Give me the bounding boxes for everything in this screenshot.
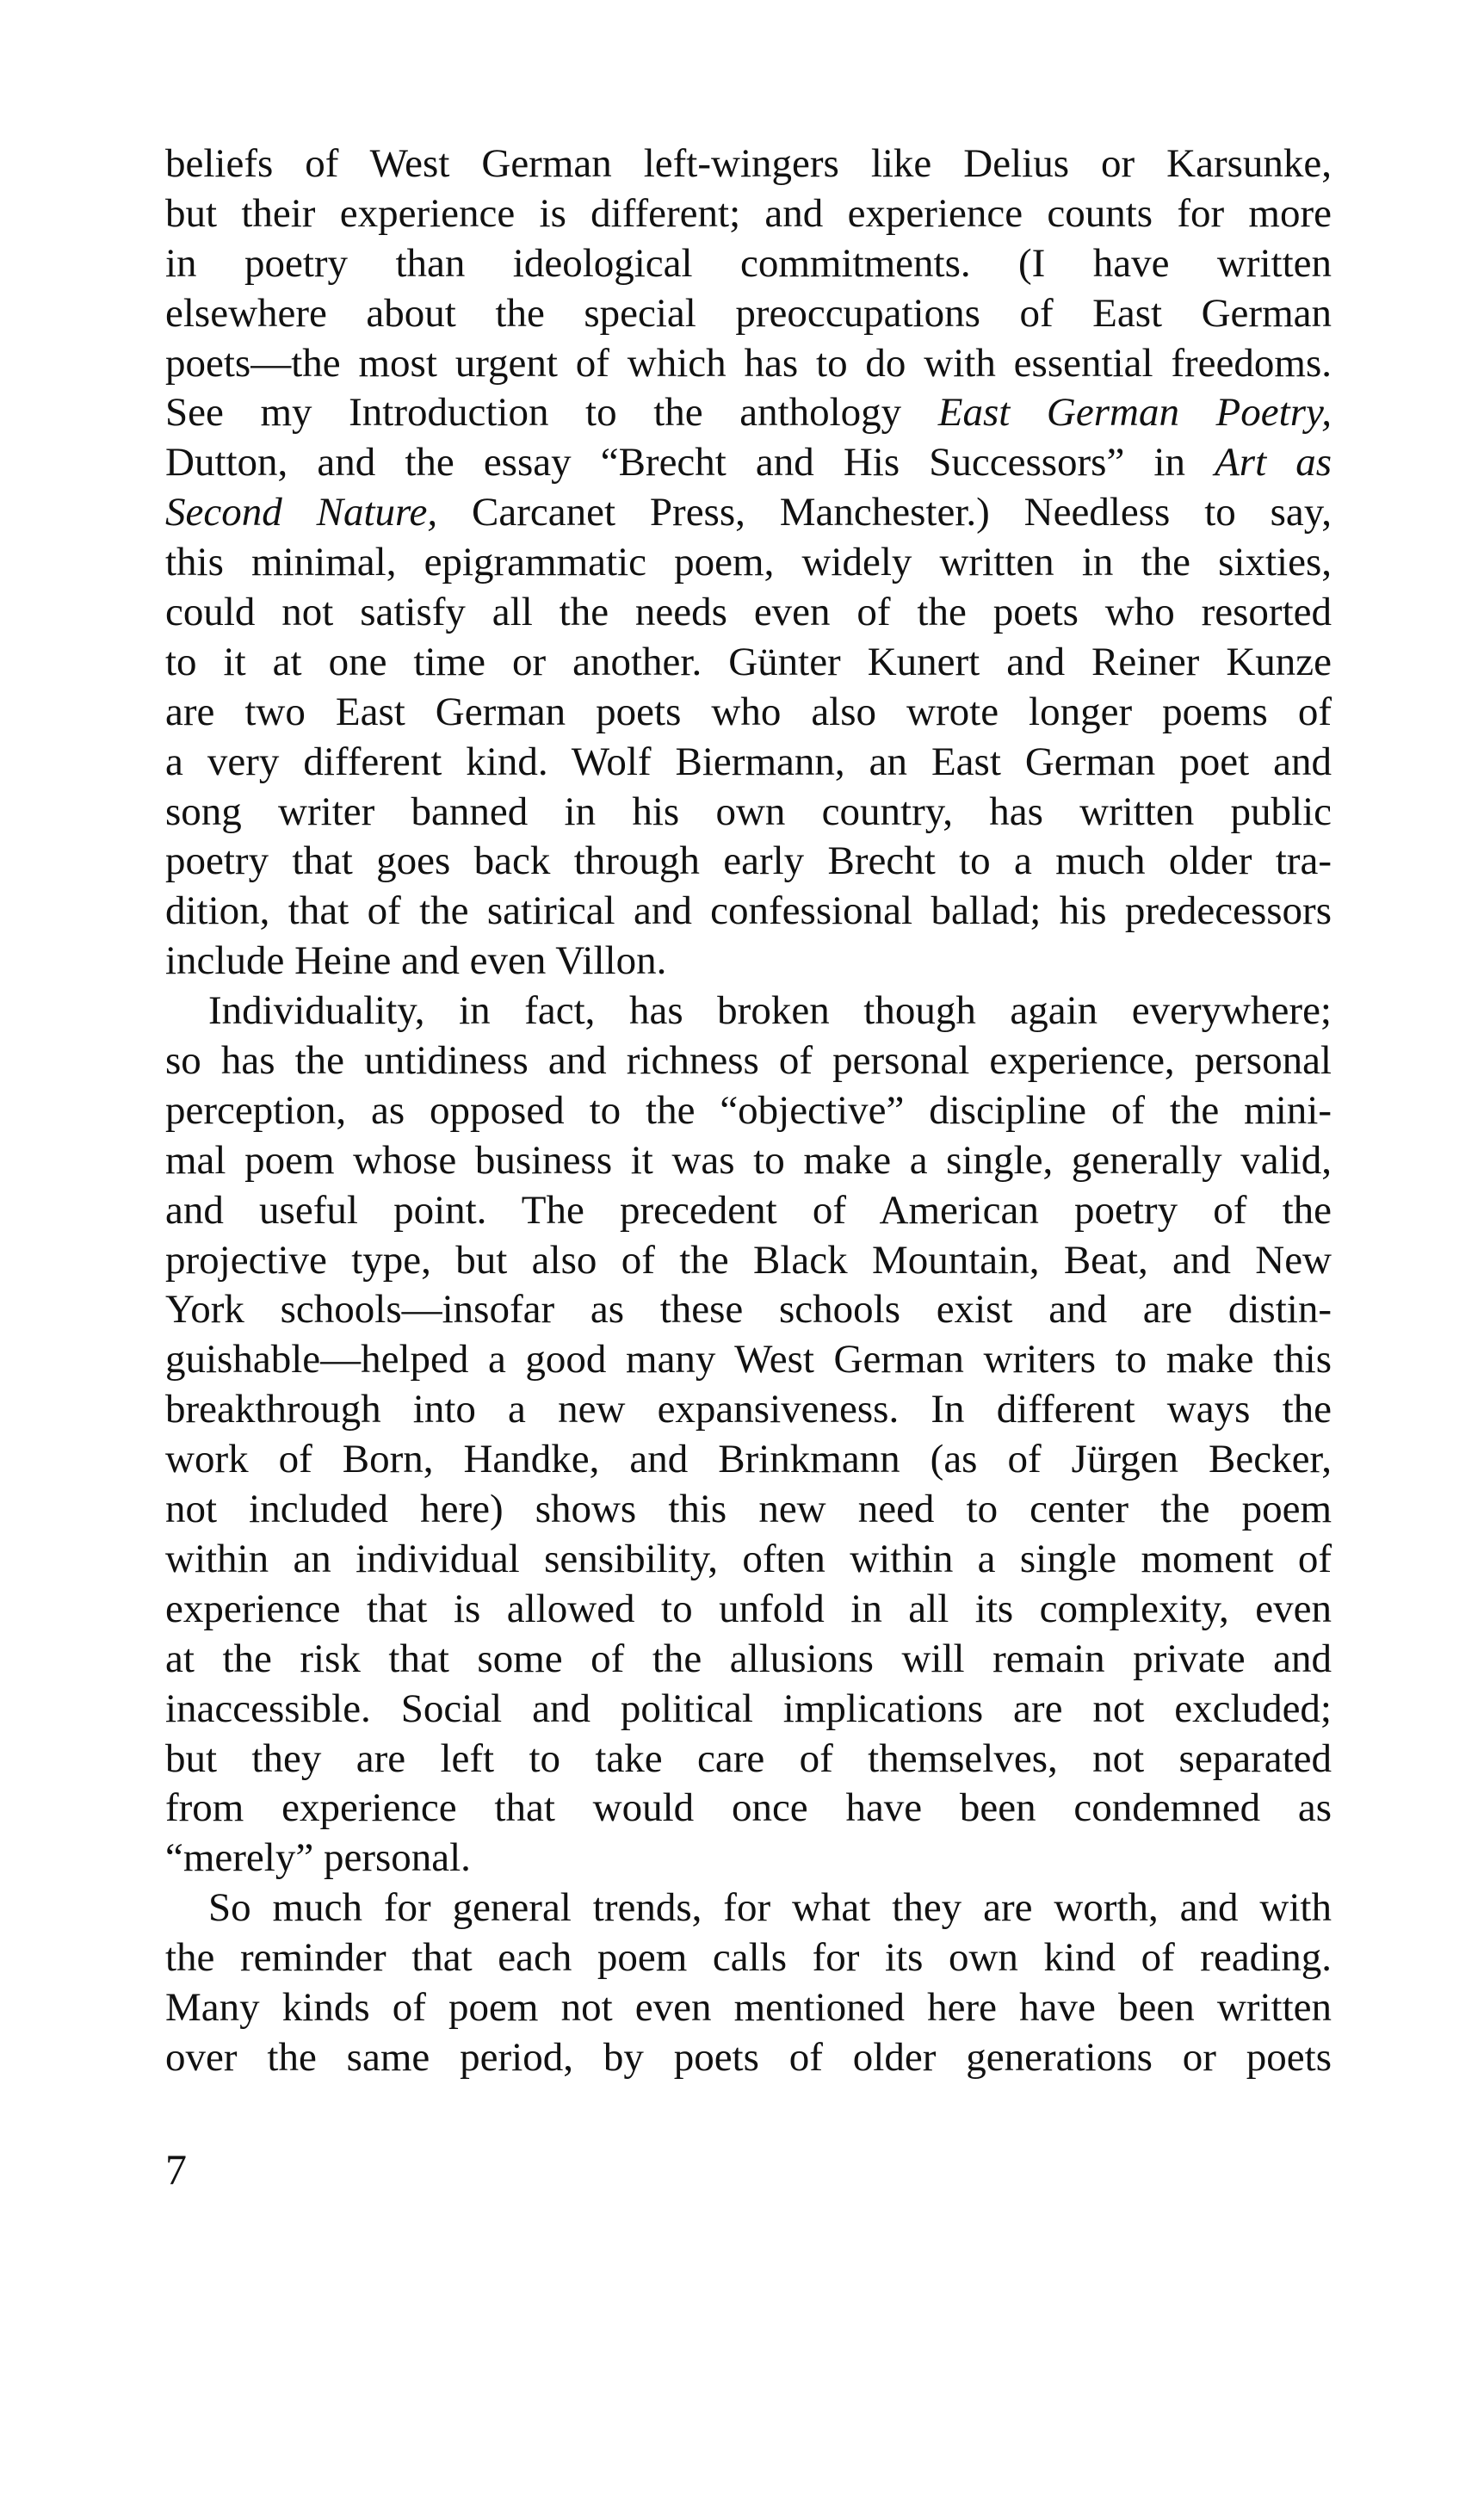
page-number: 7	[165, 2145, 187, 2193]
text-line	[165, 488, 1332, 538]
text-line	[165, 688, 1332, 738]
text-segment: a very different kind. Wolf Biermann, an East German poet and	[165, 739, 1332, 784]
text-line	[165, 1585, 1332, 1635]
text-segment: to it at one time or another. Günter Kunert and Reiner Kunze	[165, 639, 1332, 684]
text-segment: work of Born, Handke, and Brinkmann (as of Jürgen Becker,	[165, 1437, 1332, 1482]
text-line	[165, 1385, 1332, 1435]
text-line	[165, 1186, 1332, 1236]
text-line	[165, 1086, 1332, 1136]
text-segment: song writer banned in his own country, has written public	[165, 789, 1332, 834]
text-line	[165, 1036, 1332, 1086]
text-segment: York schools—insofar as these schools exist and are distin-	[165, 1287, 1332, 1333]
text-segment: See my Introduction to the anthology	[165, 390, 938, 436]
text-segment: projective type, but also of the Black Mountain, Beat, and New	[165, 1237, 1332, 1283]
text-line	[165, 289, 1332, 339]
text-line	[165, 2033, 1332, 2083]
text-segment: within an individual sensibility, often within a single moment of	[165, 1536, 1332, 1581]
text-line	[165, 189, 1332, 239]
text-line	[165, 738, 1332, 788]
italic-title: Art as	[1215, 440, 1332, 486]
text-segment: “merely” personal.	[165, 1835, 471, 1881]
text-line	[165, 538, 1332, 588]
text-segment: but they are left to take care of themselves, not separated	[165, 1735, 1332, 1781]
text-segment: so has the untidiness and richness of personal experience, personal	[165, 1038, 1332, 1084]
text-line	[165, 139, 1332, 189]
text-segment: experience that is allowed to unfold in all its complexity, even	[165, 1586, 1332, 1631]
text-line	[165, 1485, 1332, 1535]
text-segment: Carcanet Press, Manchester.) Needless to say,	[437, 490, 1332, 535]
text-line	[165, 1236, 1332, 1286]
text-line	[165, 1933, 1332, 1983]
text-segment: in poetry than ideological commitments. (I have written	[165, 240, 1332, 286]
text-segment: mal poem whose business it was to make a single, generally valid,	[165, 1137, 1332, 1183]
text-line	[165, 1635, 1332, 1685]
text-segment: from experience that would once have been condemned as	[165, 1785, 1332, 1831]
body-text	[165, 139, 1332, 2083]
text-line	[165, 1335, 1332, 1385]
text-line	[165, 239, 1332, 289]
text-line	[165, 1735, 1332, 1784]
text-line	[165, 987, 1332, 1036]
text-segment: breakthrough into a new expansiveness. In different ways the	[165, 1387, 1332, 1432]
text-segment: beliefs of West German left-wingers like Delius or Karsunke,	[165, 141, 1332, 186]
text-segment: over the same period, by poets of older generations or poets	[165, 2034, 1332, 2080]
text-segment: So much for general trends, for what they are worth, and with	[208, 1885, 1332, 1931]
italic-title: East German Poetry,	[937, 390, 1332, 436]
text-segment: at the risk that some of the allusions will remain private and	[165, 1636, 1332, 1681]
text-line	[165, 837, 1332, 887]
text-segment: not included here) shows this new need to center the poem	[165, 1487, 1332, 1532]
text-line	[165, 1784, 1332, 1834]
text-line	[165, 1136, 1332, 1186]
text-line	[165, 788, 1332, 838]
text-segment: but their experience is different; and experience counts for more	[165, 190, 1332, 236]
text-segment: poets—the most urgent of which has to do with essential freedoms.	[165, 340, 1332, 386]
text-segment: include Heine and even Villon.	[165, 938, 667, 984]
text-line	[165, 638, 1332, 688]
text-line	[165, 887, 1332, 937]
text-line	[165, 1285, 1332, 1335]
text-segment: guishable—helped a good many West German writers to make this	[165, 1337, 1332, 1382]
text-segment: inaccessible. Social and political implications are not excluded;	[165, 1685, 1332, 1731]
text-segment: this minimal, epigrammatic poem, widely written in the sixties,	[165, 540, 1332, 585]
text-line	[165, 1685, 1332, 1735]
text-line	[165, 1435, 1332, 1485]
text-segment: could not satisfy all the needs even of the poets who resorted	[165, 590, 1332, 635]
text-segment: Individuality, in fact, has broken though again everywhere;	[208, 988, 1332, 1034]
text-segment: and useful point. The precedent of American poetry of the	[165, 1187, 1332, 1233]
text-line	[165, 1535, 1332, 1585]
text-segment: elsewhere about the special preoccupations of East German	[165, 290, 1332, 336]
text-segment: perception, as opposed to the “objective” discipline of the mini-	[165, 1087, 1332, 1133]
text-segment: dition, that of the satirical and confessional ballad; his predecessors	[165, 888, 1332, 934]
text-line	[165, 438, 1332, 488]
text-segment: are two East German poets who also wrote longer poems of	[165, 689, 1332, 734]
text-line	[165, 1883, 1332, 1933]
text-line	[165, 1834, 1332, 1883]
text-line	[165, 937, 1332, 987]
italic-title: Second Nature,	[165, 490, 438, 535]
text-segment: Many kinds of poem not even mentioned here have been written	[165, 1984, 1332, 2030]
text-segment: Dutton, and the essay “Brecht and His Successors” in	[165, 440, 1215, 486]
text-segment: the reminder that each poem calls for its own kind of reading.	[165, 1935, 1332, 1981]
text-line	[165, 1983, 1332, 2033]
text-line	[165, 388, 1332, 438]
text-segment: poetry that goes back through early Brecht to a much older tra-	[165, 838, 1332, 884]
text-line	[165, 588, 1332, 638]
text-line	[165, 339, 1332, 389]
